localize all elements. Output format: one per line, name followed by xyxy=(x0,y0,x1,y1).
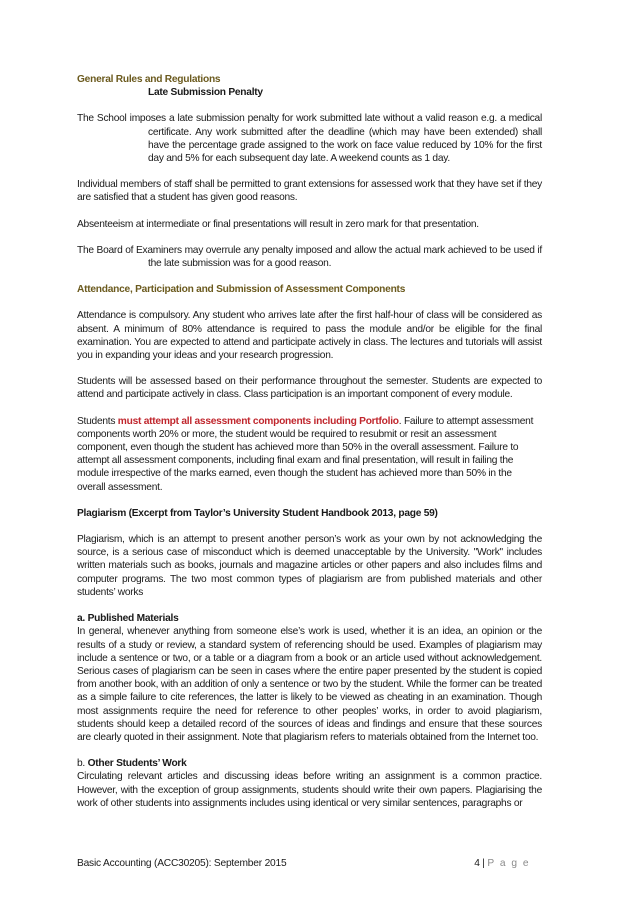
plagiarism-heading: Plagiarism (Excerpt from Taylor’s University Student Handbook 2013, page 59) xyxy=(77,507,438,519)
extensions-paragraph: Individual members of staff shall be permitted to grant extensions for assessed work that they have set if they are satisfied that a student has given good reasons. xyxy=(77,179,542,204)
other-students-paragraph: Circulating relevant articles and discussing ideas before writing an assignment is a common practice. However, with the exception of group assignments, students should write their own papers. Plagiarising the work of other students into assignments includes using identical or very similar sentences, paragraphs or xyxy=(77,771,542,809)
published-materials-heading: a. Published Materials xyxy=(77,613,179,625)
footer-page-indicator xyxy=(474,857,542,870)
other-students-heading-line xyxy=(77,757,542,770)
page-footer xyxy=(77,857,542,870)
other-students-prefix: b. xyxy=(77,758,88,770)
attempt-components-paragraph xyxy=(77,415,542,494)
attempt-text-rest: . Failure to attempt assessment components worth 20% or more, the student would be required to resubmit or resit an assessment component, even though the student has achieved more than 50% in the overall assessment. Failure to attempt all assessment components, including final exam and final presentation, will result in failing the module irrespective of the marks earned, even though the student has achieved more than 50% in the overall assessment. xyxy=(77,415,534,493)
late-submission-subheading: Late Submission Penalty xyxy=(148,87,263,99)
attempt-text-start: Students xyxy=(77,415,118,427)
board-overrule-paragraph: The Board of Examiners may overrule any penalty imposed and allow the actual mark achieved to be used if the late submission was for a good reason. xyxy=(77,244,542,270)
absenteeism-paragraph: Absenteeism at intermediate or final presentations will result in zero mark for that presentation. xyxy=(77,218,479,230)
plagiarism-paragraph: Plagiarism, which is an attempt to present another person’s work as your own by not acknowledging the source, is a serious case of misconduct which is deemed unacceptable by the University. "Work" includes written materials such as books, journals and magazine articles or other papers and also includes films and computer programs. The two most common types of plagiarism are from published materials and other students’ works xyxy=(77,534,542,598)
general-rules-heading: General Rules and Regulations xyxy=(77,74,221,85)
footer-page-number: 4 xyxy=(474,858,480,869)
other-students-heading: Other Students’ Work xyxy=(87,758,187,770)
attempt-highlight: must attempt all assessment components including Portfolio xyxy=(117,415,399,427)
assessment-paragraph: Students will be assessed based on their performance throughout the semester. Students are expected to attend and participate actively in class. Class participation is an important component of every module. xyxy=(77,376,542,401)
page-content xyxy=(77,73,542,810)
published-materials-paragraph: In general, whenever anything from someone else’s work is used, whether it is an idea, an opinion or the results of a study or review, a standard system of referencing should be used. Examples of plagiarism may include a sentence or two, or a table or a diagram from a book or an article used without acknowledgement. Serious cases of plagiarism can be seen in cases where the entire paper presented by the student is copied from another book, with an addition of only a sentence or two by the student. While the former can be treated as a simple failure to cite references, the latter is likely to be viewed as cheating in an examination. Though most assignments require the need for reference to other peoples’ works, in order to avoid plagiarism, students should keep a detailed record of the sources of ideas and findings and ensure that these sources are clearly quoted in their assignment. Note that plagiarism refers to materials obtained from the Internet too. xyxy=(77,626,542,743)
late-penalty-paragraph: The School imposes a late submission penalty for work submitted late without a valid reason e.g. a medical certificate. Any work submitted after the deadline (which may have been extended) shall have the percentage grade assigned to the work on face value reduced by 10% for the first day and 5% for each subsequent day late. A weekend counts as 1 day. xyxy=(77,113,542,165)
attendance-heading: Attendance, Participation and Submission of Assessment Components xyxy=(77,284,406,296)
footer-page-word: P a g e xyxy=(487,858,530,869)
footer-course-label: Basic Accounting (ACC30205): September 2015 xyxy=(77,858,287,869)
attendance-paragraph: Attendance is compulsory. Any student who arrives late after the first half-hour of class will be considered as absent. A minimum of 80% attendance is required to pass the module and/or be eligible for the final examination. You are expected to attend and participate actively in class. The lectures and tutorials will assist you in expanding your ideas and your research progression. xyxy=(77,310,542,362)
footer-separator: | xyxy=(482,858,485,869)
